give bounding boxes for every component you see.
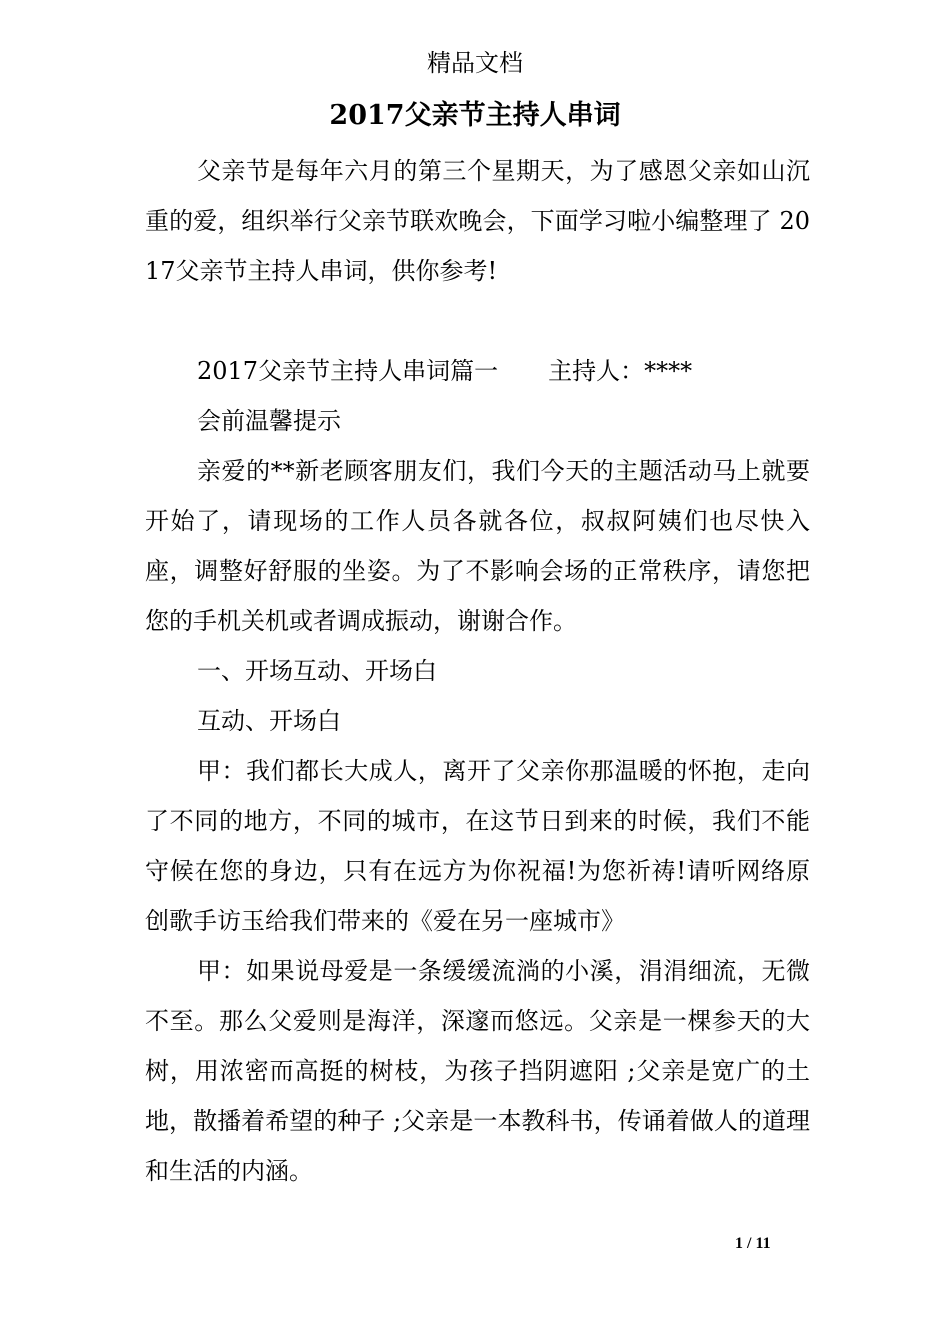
blank-line (145, 296, 810, 346)
part-one-heading: 一、开场互动、开场白 (197, 657, 437, 685)
jia-paragraph-1: 甲：我们都长大成人，离开了父亲你那温暖的怀抱，走向了不同的地方，不同的城市，在这节日到来的时候，我们不能守候在您的身边，只有在远方为你祝福!为您祈祷!请听网络原创歌手访玉给我们带来的《爱在另一座城市》 (145, 757, 810, 935)
section-title-row (145, 346, 810, 396)
part-one-subheading: 互动、开场白 (197, 707, 341, 735)
host-label: 主持人：**** (548, 357, 693, 385)
document-body (145, 146, 810, 1196)
jia-paragraph-2: 甲：如果说母爱是一条缓缓流淌的小溪，涓涓细流，无微不至。那么父爱则是海洋，深邃而悠远。父亲是一棵参天的大树，用浓密而高挺的树枝，为孩子挡阴遮阳 ;父亲是宽广的土地，散播着希望的种子 ;父亲是一本教科书，传诵着做人的道理和生活的内涵。 (145, 957, 810, 1185)
page-header: 精品文档 (427, 49, 523, 77)
reminder-paragraph: 亲爱的**新老顾客朋友们，我们今天的主题活动马上就要开始了，请现场的工作人员各就各位，叔叔阿姨们也尽快入座，调整好舒服的坐姿。为了不影响会场的正常秩序，请您把您的手机关机或者调成振动，谢谢合作。 (145, 457, 810, 635)
document-title: 2017父亲节主持人串词 (329, 100, 621, 131)
reminder-heading: 会前温馨提示 (197, 407, 341, 435)
page-number: 1 / 11 (735, 1235, 771, 1252)
section-title: 2017父亲节主持人串词篇一 (197, 357, 499, 385)
intro-paragraph: 父亲节是每年六月的第三个星期天，为了感恩父亲如山沉重的爱，组织举行父亲节联欢晚会，下面学习啦小编整理了 2017父亲节主持人串词，供你参考! (145, 157, 810, 285)
